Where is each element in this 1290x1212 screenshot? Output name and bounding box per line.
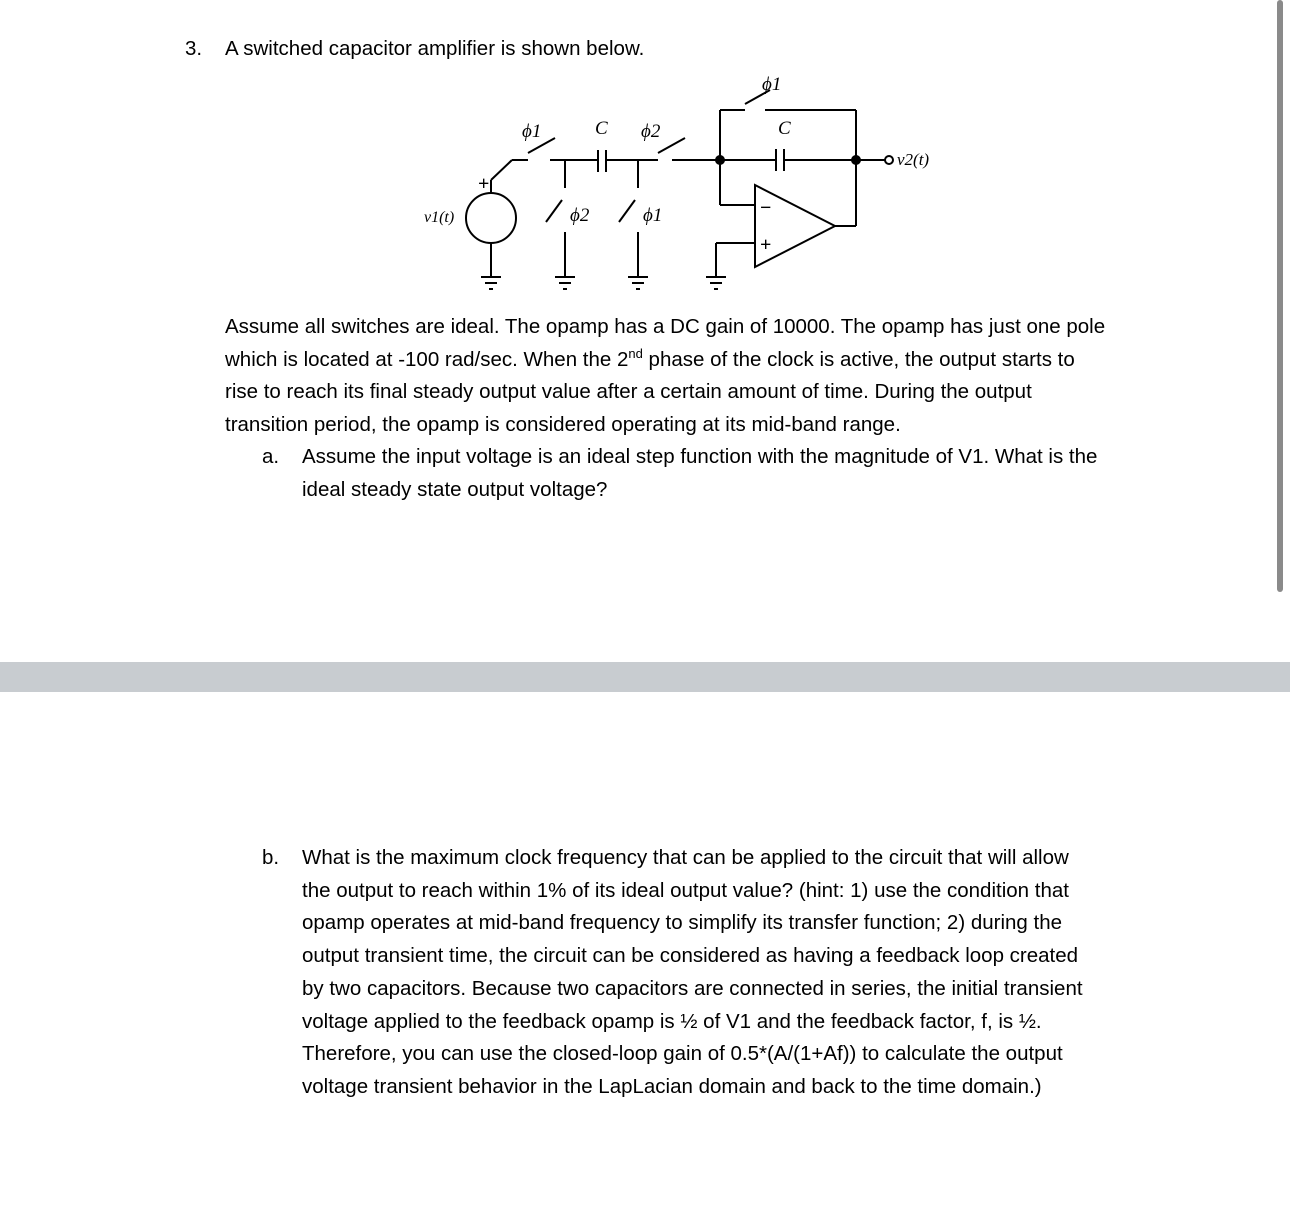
- paragraph-line: rise to reach its final steady output value after a certain amount of time. During the output: [225, 380, 1032, 404]
- paragraph-line: which is located at -100 rad/sec. When the 2nd phase of the clock is active, the output starts to: [225, 345, 1075, 371]
- part-b-line: voltage applied to the feedback opamp is ½ of V1 and the feedback factor, f, is ½.: [302, 1009, 1042, 1033]
- part-b-line: by two capacitors. Because two capacitors are connected in series, the initial transient: [302, 976, 1083, 1000]
- part-b-line: voltage transient behavior in the LapLacian domain and back to the time domain.): [302, 1074, 1042, 1098]
- part-a-text: [302, 441, 1097, 506]
- phi1-label-shunt-switch: ϕ1: [643, 205, 663, 226]
- paragraph-line: Assume all switches are ideal. The opamp has a DC gain of 10000. The opamp has just one pole: [225, 315, 1106, 338]
- phi1-label-input-switch: ϕ1: [522, 121, 542, 142]
- phi1-label-feedback-switch: ϕ1: [762, 74, 782, 95]
- part-b-label: b.: [262, 846, 280, 869]
- superscript-nd: nd: [628, 345, 643, 361]
- opamp-minus-sign: −: [760, 197, 772, 219]
- paragraph-line: transition period, the opamp is considered operating at its mid-band range.: [225, 413, 901, 437]
- page-separator: [0, 662, 1290, 692]
- part-a-label: a.: [262, 445, 280, 468]
- question-title: A switched capacitor amplifier is shown below.: [225, 37, 645, 60]
- output-voltage-label: v2(t): [897, 150, 930, 169]
- part-b-line: opamp operates at mid-band frequency to simplify its transfer function; 2) during the: [302, 911, 1063, 935]
- input-voltage-label: v1(t): [424, 209, 455, 226]
- cap-label-series: C: [595, 118, 608, 139]
- part-b-line: What is the maximum clock frequency that can be applied to the circuit that will allow: [302, 846, 1069, 869]
- part-b-line: output transient time, the circuit can be considered as having a feedback loop created: [302, 944, 1079, 968]
- phi2-label-shunt-switch: ϕ2: [570, 205, 590, 226]
- part-b-line: the output to reach within 1% of its ideal output value? (hint: 1) use the condition that: [302, 878, 1069, 902]
- part-b-text: [302, 842, 1083, 1104]
- cap-label-feedback: C: [778, 118, 791, 139]
- part-b-line: Therefore, you can use the closed-loop gain of 0.5*(A/(1+Af)) to calculate the output: [302, 1042, 1063, 1066]
- scrollbar[interactable]: [1270, 0, 1290, 662]
- problem-paragraph: [225, 311, 1185, 442]
- switched-capacitor-circuit: [400, 60, 960, 300]
- part-a-line: ideal steady state output voltage?: [302, 477, 608, 501]
- phi2-label-series-switch: ϕ2: [641, 121, 661, 142]
- opamp-plus-sign: +: [760, 234, 772, 256]
- question-number: 3.: [185, 37, 203, 60]
- part-a-line: Assume the input voltage is an ideal step function with the magnitude of V1. What is the: [302, 445, 1098, 468]
- scrollbar-thumb[interactable]: [1277, 0, 1283, 592]
- source-plus-sign: +: [478, 173, 490, 195]
